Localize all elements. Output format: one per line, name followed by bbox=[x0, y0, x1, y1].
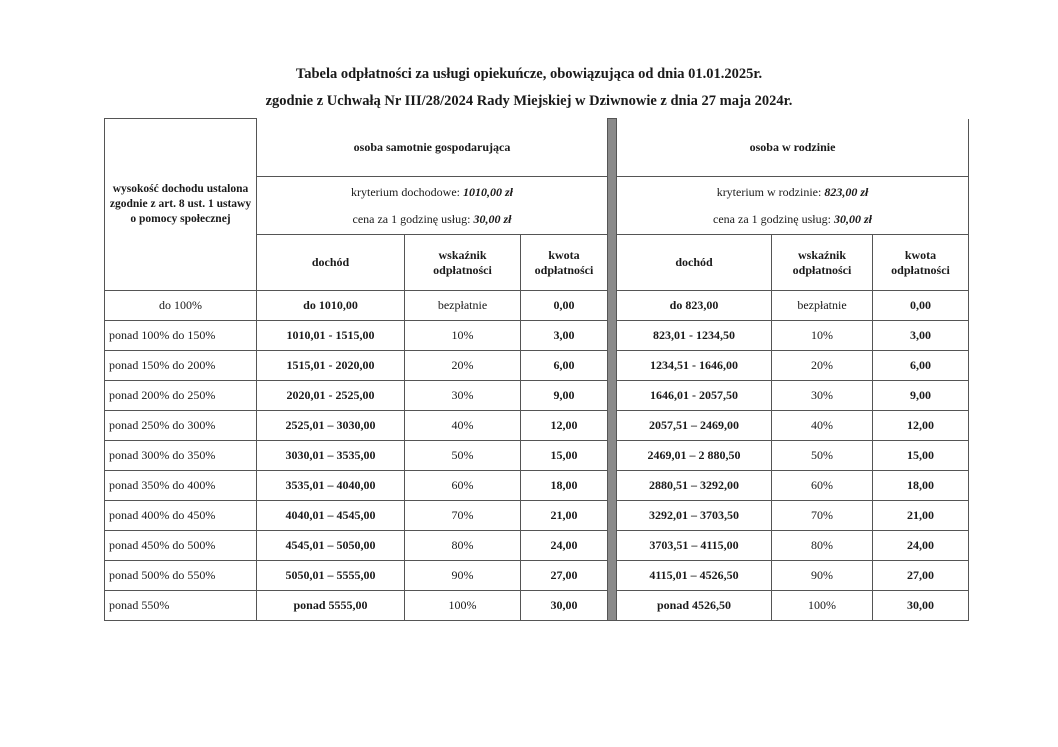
group2-criterion-label: kryterium w rodzinie: bbox=[716, 184, 825, 199]
group2-amount-cell: 30,00 bbox=[873, 591, 969, 621]
group1-index-cell: 10% bbox=[405, 321, 521, 351]
group1-amount-cell: 9,00 bbox=[521, 381, 608, 411]
document-title: Tabela odpłatności za usługi opiekuńcze, obowiązująca od dnia 01.01.2025r. bbox=[295, 66, 763, 82]
group1-amount-cell: 18,00 bbox=[521, 471, 608, 501]
table-row bbox=[105, 471, 969, 501]
table-row bbox=[105, 561, 969, 591]
group2-amount-cell: 21,00 bbox=[873, 501, 969, 531]
group2-criterion-value: 823,00 zł bbox=[824, 184, 869, 199]
group2-index-cell: 40% bbox=[772, 411, 873, 441]
group1-income-cell: do 1010,00 bbox=[257, 291, 405, 321]
group2-income-cell: 2880,51 – 3292,00 bbox=[617, 471, 772, 501]
income-range-cell: ponad 100% do 150% bbox=[105, 321, 257, 351]
group2-amount-cell: 18,00 bbox=[873, 471, 969, 501]
income-range-cell: ponad 200% do 250% bbox=[105, 381, 257, 411]
group1-index-cell: 80% bbox=[405, 531, 521, 561]
group1-amount-cell: 24,00 bbox=[521, 531, 608, 561]
table-row bbox=[105, 591, 969, 621]
table-row bbox=[105, 531, 969, 561]
group2-income-cell: 1234,51 - 1646,00 bbox=[617, 351, 772, 381]
group2-price-label: cena za 1 godzinę usług: bbox=[713, 211, 834, 226]
group2-index-cell: 20% bbox=[772, 351, 873, 381]
group2-amount-cell: 12,00 bbox=[873, 411, 969, 441]
group2-amount-cell: 0,00 bbox=[873, 291, 969, 321]
table-row bbox=[105, 441, 969, 471]
group2-income-cell: 823,01 - 1234,50 bbox=[617, 321, 772, 351]
group2-income-cell: 2057,51 – 2469,00 bbox=[617, 411, 772, 441]
group1-criteria bbox=[257, 177, 608, 235]
group1-index-cell: 70% bbox=[405, 501, 521, 531]
group1-amount-cell: 30,00 bbox=[521, 591, 608, 621]
group2-amount-cell: 15,00 bbox=[873, 441, 969, 471]
income-range-cell: ponad 250% do 300% bbox=[105, 411, 257, 441]
group2-income-cell: 3703,51 – 4115,00 bbox=[617, 531, 772, 561]
group1-index-cell: 50% bbox=[405, 441, 521, 471]
fee-table bbox=[104, 118, 969, 621]
group1-amount-header: kwota odpłatności bbox=[521, 235, 608, 291]
group1-index-cell: 90% bbox=[405, 561, 521, 591]
group2-amount-cell: 3,00 bbox=[873, 321, 969, 351]
group2-criteria bbox=[617, 177, 969, 235]
income-range-cell: ponad 500% do 550% bbox=[105, 561, 257, 591]
group2-index-cell: 60% bbox=[772, 471, 873, 501]
group2-income-cell: do 823,00 bbox=[617, 291, 772, 321]
group1-price-value: 30,00 zł bbox=[473, 211, 512, 226]
group1-income-cell: 5050,01 – 5555,00 bbox=[257, 561, 405, 591]
group1-amount-cell: 6,00 bbox=[521, 351, 608, 381]
table-row bbox=[105, 381, 969, 411]
group1-title: osoba samotnie gospodarująca bbox=[257, 119, 608, 177]
group1-amount-cell: 21,00 bbox=[521, 501, 608, 531]
group2-index-cell: 10% bbox=[772, 321, 873, 351]
group1-index-cell: bezpłatnie bbox=[405, 291, 521, 321]
income-range-cell: ponad 350% do 400% bbox=[105, 471, 257, 501]
table-row bbox=[105, 411, 969, 441]
group2-amount-cell: 27,00 bbox=[873, 561, 969, 591]
group2-income-cell: ponad 4526,50 bbox=[617, 591, 772, 621]
table-row bbox=[105, 501, 969, 531]
group1-index-cell: 30% bbox=[405, 381, 521, 411]
group1-income-cell: 1515,01 - 2020,00 bbox=[257, 351, 405, 381]
group1-amount-cell: 27,00 bbox=[521, 561, 608, 591]
table-row bbox=[105, 351, 969, 381]
group2-index-cell: 80% bbox=[772, 531, 873, 561]
group2-income-cell: 1646,01 - 2057,50 bbox=[617, 381, 772, 411]
group1-index-header: wskaźnik odpłatności bbox=[405, 235, 521, 291]
group1-price-label: cena za 1 godzinę usług: bbox=[352, 211, 474, 226]
group1-amount-cell: 15,00 bbox=[521, 441, 608, 471]
group1-income-cell: ponad 5555,00 bbox=[257, 591, 405, 621]
group2-index-header: wskaźnik odpłatności bbox=[772, 235, 873, 291]
group1-amount-cell: 12,00 bbox=[521, 411, 608, 441]
income-range-cell: ponad 300% do 350% bbox=[105, 441, 257, 471]
group2-index-cell: bezpłatnie bbox=[772, 291, 873, 321]
table-row bbox=[105, 321, 969, 351]
group1-income-cell: 3030,01 – 3535,00 bbox=[257, 441, 405, 471]
group2-index-cell: 50% bbox=[772, 441, 873, 471]
group2-amount-cell: 9,00 bbox=[873, 381, 969, 411]
group2-income-header: dochód bbox=[617, 235, 772, 291]
income-basis-header: wysokość dochodu ustalona zgodnie z art. 8 ust. 1 ustawy o pomocy społecznej bbox=[105, 119, 257, 291]
table-row bbox=[105, 291, 969, 321]
group1-income-cell: 3535,01 – 4040,00 bbox=[257, 471, 405, 501]
group1-amount-cell: 0,00 bbox=[521, 291, 608, 321]
group2-index-cell: 90% bbox=[772, 561, 873, 591]
group1-amount-cell: 3,00 bbox=[521, 321, 608, 351]
group2-amount-cell: 24,00 bbox=[873, 531, 969, 561]
group1-index-cell: 40% bbox=[405, 411, 521, 441]
group2-amount-cell: 6,00 bbox=[873, 351, 969, 381]
group2-income-cell: 3292,01 – 3703,50 bbox=[617, 501, 772, 531]
group-separator bbox=[608, 119, 617, 621]
group1-income-cell: 1010,01 - 1515,00 bbox=[257, 321, 405, 351]
group1-income-cell: 2525,01 – 3030,00 bbox=[257, 411, 405, 441]
group2-price-value: 30,00 zł bbox=[833, 211, 872, 226]
income-range-cell: do 100% bbox=[105, 291, 257, 321]
document-subtitle: zgodnie z Uchwałą Nr III/28/2024 Rady Miejskiej w Dziwnowie z dnia 27 maja 2024r. bbox=[265, 93, 793, 109]
group2-income-cell: 2469,01 – 2 880,50 bbox=[617, 441, 772, 471]
income-range-cell: ponad 550% bbox=[105, 591, 257, 621]
group2-amount-header: kwota odpłatności bbox=[873, 235, 969, 291]
group2-title: osoba w rodzinie bbox=[617, 119, 969, 177]
group2-index-cell: 70% bbox=[772, 501, 873, 531]
group1-income-cell: 4040,01 – 4545,00 bbox=[257, 501, 405, 531]
group1-criterion-label: kryterium dochodowe: bbox=[351, 184, 463, 199]
group2-income-cell: 4115,01 – 4526,50 bbox=[617, 561, 772, 591]
group1-income-cell: 4545,01 – 5050,00 bbox=[257, 531, 405, 561]
group2-index-cell: 100% bbox=[772, 591, 873, 621]
group1-index-cell: 100% bbox=[405, 591, 521, 621]
income-range-cell: ponad 400% do 450% bbox=[105, 501, 257, 531]
group1-income-header: dochód bbox=[257, 235, 405, 291]
group1-index-cell: 60% bbox=[405, 471, 521, 501]
group1-income-cell: 2020,01 - 2525,00 bbox=[257, 381, 405, 411]
group2-index-cell: 30% bbox=[772, 381, 873, 411]
group1-criterion-value: 1010,00 zł bbox=[462, 184, 513, 199]
group1-index-cell: 20% bbox=[405, 351, 521, 381]
income-range-cell: ponad 450% do 500% bbox=[105, 531, 257, 561]
income-range-cell: ponad 150% do 200% bbox=[105, 351, 257, 381]
